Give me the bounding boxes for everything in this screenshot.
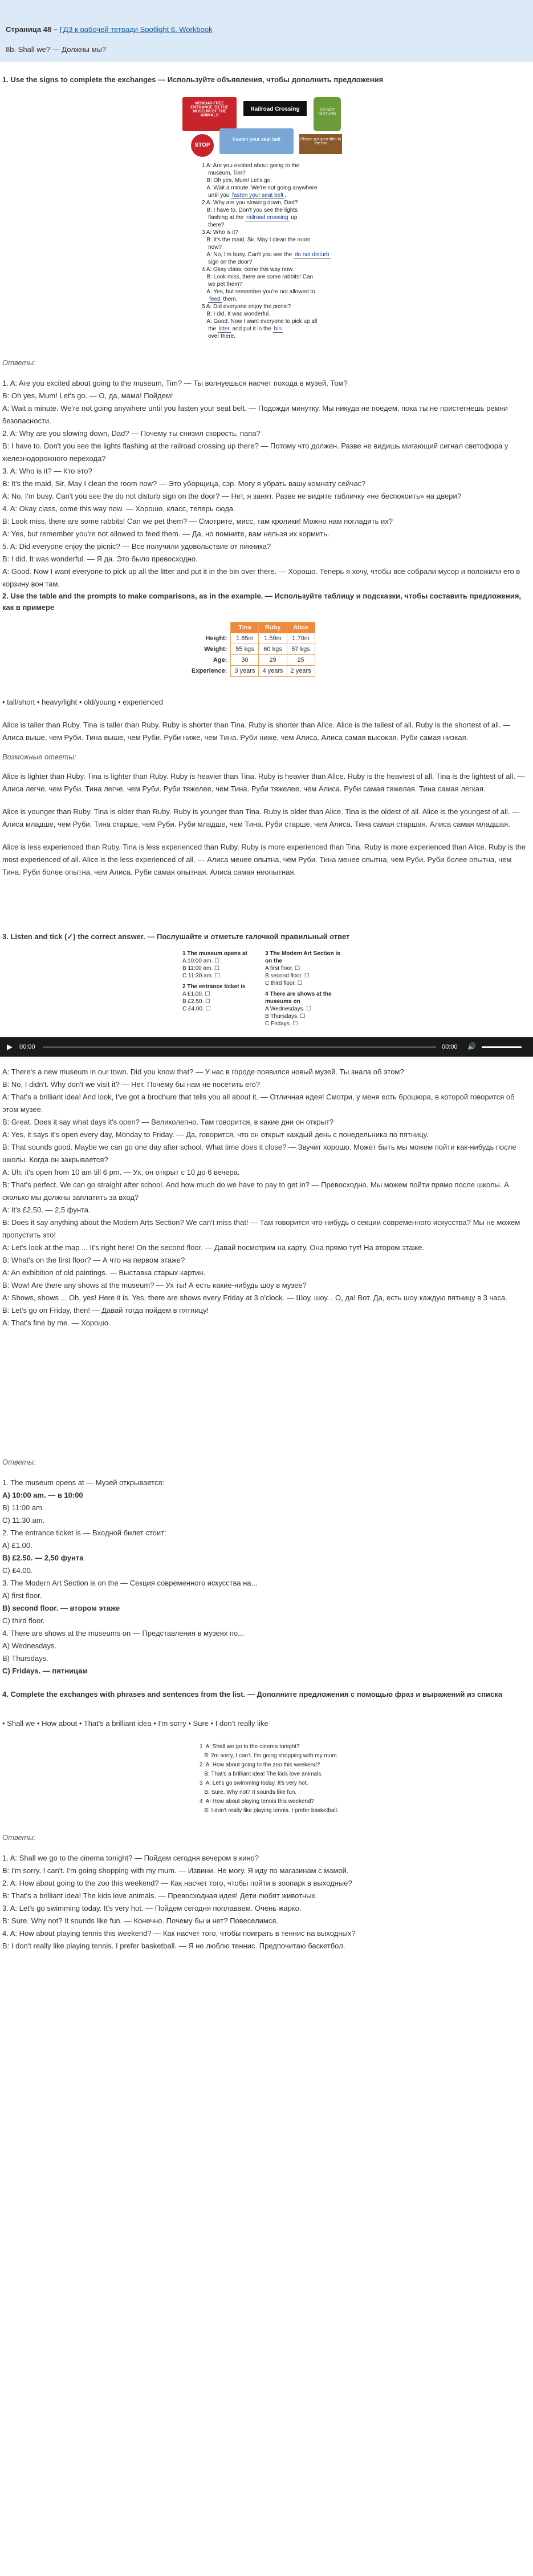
- answer-line: B: What's on the first floor? — А что на первом этаже?: [2, 1256, 185, 1264]
- ex4-answers-label: Ответы:: [2, 1833, 36, 1842]
- example: Alice is taller than Ruby. Tina is taller than Ruby. Ruby is shorter than Tina. Ruby is shorter than Alice. Alice is the tallest of all. Ruby is the shortest of all. — Алиса выше, чем Руби. Тина выше, чем Руби. Руби ниже, чем Тина. Руби ниже, чем Алиса. Алиса самая высокая. Руби самая низкая.: [2, 721, 511, 742]
- question-option[interactable]: C £4.00. ☐: [182, 1006, 211, 1012]
- answer-line: 5. A: Did everyone enjoy the picnic? — Все получили удовольствие от пикника?: [2, 542, 271, 551]
- answer-line: B: Look miss, there are some rabbits! Can we pet them? — Смотрите, мисс, там кролики! Можно нам погладить их?: [2, 517, 393, 525]
- answer-line: B: I did. It was wonderful. — Я да. Это было превосходно.: [2, 555, 198, 563]
- answer-line: A: Shows, shows ... Oh, yes! Here it is. Yes, there are shows every Friday at 3 o'clock. — Шоу, шоу... О, да! Вот. Да, есть шоу каждую пятницу в 3 часа.: [2, 1293, 507, 1302]
- table-cell: 30: [231, 655, 259, 666]
- stop-sign: STOP: [191, 134, 214, 157]
- exercise-4-title: 4. Complete the exchanges with phrases and sentences from the list. — Дополните предложения с помощью фраз и выражений из списка: [2, 1690, 503, 1699]
- answer-line: A: That's a brilliant idea! And look, I've got a brochure that tells you all about it. — Отличная идея! Смотри, у меня есть брошюра, в которой говорится об этом музее.: [2, 1093, 515, 1114]
- table-header: Alice: [287, 622, 315, 633]
- table-cell: 3 years: [231, 666, 259, 677]
- answer-line: A: Uh, it's open from 10 am till 6 pm. — Ух, он открыт с 10 до 6 вечера.: [2, 1168, 240, 1176]
- question-option[interactable]: B 11:00 am. ☐: [182, 965, 219, 972]
- answer-line: 3. A: Let's go swimming today. It's very hot. — Пойдем сегодня поплаваем. Очень жарко.: [2, 1904, 302, 1912]
- volume-icon[interactable]: 🔊: [467, 1042, 476, 1050]
- answer-line: A: Yes, but remember you're not allowed to feed them. — Да, но помните, вам нельзя их кормить.: [2, 529, 329, 538]
- exercise-line: B: I'm sorry, I can't. I'm going shopping with my mum.: [200, 1753, 339, 1759]
- exercise-2-title: 2. Use the table and the prompts to make comparisons, as in the example. — Используйте таблицу и подсказки, чтобы составить предложения, как в примере: [2, 592, 522, 612]
- table-cell: Weight:: [204, 646, 227, 653]
- answer-line: 1. The museum opens at — Музей открывается:: [2, 1478, 165, 1487]
- exercise-1-text: 1 A: Are you excited about going to the museum, Tim? B: Oh yes, Mum! Let's go. A: Wait a minute. We're not going anywhere until you fasten your seat belt . 2 A: Why are you slowing down, Dad? B: I have to. Don't you see the lights flashing at the railroad crossing up there? 3 A: Who is it? B: It's the maid, Sir. May I clean the room now? A: No, I'm busy. Can't you see the do not disturb sign on the door? 4 A: Okay class, come this way now. B: Look miss, there are some rabbits! Can we pet them? A: Yes, but remember you're not allowed to feed them. 5 A: Did everyone enjoy the picnic? B: I did. It was wonderful. A: Good. Now I want everyone to pick up all the litter and put it in the bin over there.: [200, 160, 351, 348]
- litter-sign: Please put your litter in the bin: [299, 134, 342, 154]
- exercise-4-prompts: [0, 1717, 533, 1730]
- answer-line: B) 11:00 am.: [2, 1503, 44, 1512]
- answer-line: B: Let's go on Friday, then! — Давай тогда пойдем в пятницу!: [2, 1306, 209, 1315]
- page-header: [0, 0, 533, 62]
- answer-line: A: No, I'm busy. Can't you see the do not disturb sign on the door? — Нет, я занят. Разве не видите табличку «не беспокоить» на двери?: [2, 492, 461, 500]
- exercise-4-text: [200, 1743, 342, 1823]
- exercise-2: [0, 591, 533, 613]
- exercise-4: [0, 1689, 533, 1700]
- time-total: 00:00: [442, 1044, 458, 1050]
- table-cell: 55 kgs: [231, 644, 259, 655]
- dnd-sign: DO NOT DISTURB: [314, 97, 341, 131]
- table-cell: 60 kgs: [259, 644, 287, 655]
- answer-line: A: An exhibition of old paintings. — Выставка старых картин.: [2, 1268, 206, 1277]
- answer-line: 4. A: Okay class, come this way now. — Хорошо, класс, теперь сюда.: [2, 504, 235, 513]
- exercise-3-questions: [182, 950, 342, 1027]
- answer-line: A) £1.00.: [2, 1541, 32, 1550]
- exercise-line: 1 A: Shall we go to the cinema tonight?: [200, 1744, 300, 1750]
- answer-line: A) first floor.: [2, 1591, 42, 1600]
- question-option[interactable]: A Wednesdays. ☐: [265, 1006, 312, 1012]
- answer-line: B: Oh yes, Mum! Let's go. — О, да, мама! Пойдем!: [2, 391, 173, 400]
- question-option[interactable]: C 11:30 am. ☐: [182, 973, 220, 979]
- audio-player: [0, 1037, 533, 1057]
- question-option[interactable]: A £1.00. ☐: [182, 991, 210, 997]
- table-header: [188, 622, 231, 633]
- answer-line: A: Yes, it says it's open every day, Monday to Friday. — Да, говорится, что он открыт каждый день с понедельника по пятницу.: [2, 1130, 429, 1139]
- question-option[interactable]: C third floor. ☐: [265, 980, 303, 986]
- exercise-1-title: 1. Use the signs to complete the exchanges — Используйте объявления, чтобы дополнить предложения: [2, 75, 384, 84]
- question-stem: 1 The museum opens at: [182, 951, 247, 957]
- time-current: 00:00: [19, 1044, 35, 1050]
- breadcrumb: [6, 25, 533, 34]
- answer-line: A: Good. Now I want everyone to pick up all the litter and put it in the bin over there. — Хорошо. Теперь я хочу, чтобы все собрали мусор и положили его в корзину вон там.: [2, 567, 520, 588]
- table-cell: Experience:: [192, 668, 227, 674]
- answer-line: 2. The entrance ticket is — Входной билет стоит:: [2, 1528, 166, 1537]
- answer-line: A: It's £2.50. — 2,5 фунта.: [2, 1206, 91, 1214]
- ex3-answers-label: Ответы:: [2, 1458, 36, 1466]
- answers-label: Ответы:: [2, 358, 36, 367]
- answer-line: 4. There are shows at the museums on — Представления в музеях по...: [2, 1629, 244, 1637]
- answer-line: B: It's the maid, Sir. May I clean the room now? — Это уборщица, сэр. Могу я убрать вашу комнату сейчас?: [2, 479, 366, 488]
- answer-line: B: That's a brilliant idea! The kids love animals. — Превосходная идея! Дети любят животных.: [2, 1891, 318, 1900]
- table-header: Tina: [231, 622, 259, 633]
- answer-line: B) Thursdays.: [2, 1654, 48, 1663]
- exercise-line: B: That's a brilliant idea! The kids love animals.: [200, 1771, 323, 1777]
- answer-line: B: I'm sorry, I can't. I'm going shopping with my mum. — Извини. Не могу. Я иду по магазинам с мамой.: [2, 1866, 349, 1875]
- table-cell: 1.65m: [231, 633, 259, 644]
- answer-line: B: That sounds good. Maybe we can go one day after school. What time does it close? — Звучит хорошо. Может быть мы можем пойти как-нибудь после школы. Когда он закрывается?: [2, 1143, 516, 1164]
- exercise-1-answers: [0, 357, 533, 591]
- answer-line: B: I have to. Don't you see the lights flashing at the railroad crossing up there? — Потому что должен. Разве не видишь мигающий сигнал светофора у железнодорожного перехода?: [2, 442, 508, 463]
- exercise-line: 3 A: Let's go swimming today. It's very hot.: [200, 1780, 308, 1786]
- question-stem: 4 There are shows at the museums on: [265, 991, 332, 1005]
- answer-paragraph: Alice is lighter than Ruby. Tina is lighter than Ruby. Ruby is heavier than Tina. Ruby is heavier than Alice. Ruby is the heaviest of all. Tina is the lightest of all. — Алиса легче, чем Руби. Тина легче, чем Руби. Руби тяжелее, чем Тина. Руби тяжелее, чем Алиса. Руби самая тяжелая. Тина самая легкая.: [2, 772, 525, 793]
- exercise-2-body: [0, 696, 533, 889]
- answer-line: B: That's perfect. We can go straight after school. And how much do we have to pay to get in? — Превосходно. Мы можем пойти прямо после школы. А сколько мы должны заплатить за вход?: [2, 1180, 509, 1202]
- question-option[interactable]: B second floor. ☐: [265, 973, 310, 979]
- comparison-table: [188, 622, 315, 677]
- answer-line: 2. A: Why are you slowing down, Dad? — Почему ты снизил скорость, папа?: [2, 429, 261, 438]
- exercise-line: 2 A: How about going to the zoo this weekend?: [200, 1762, 320, 1768]
- question-option[interactable]: C Fridays. ☐: [265, 1021, 298, 1027]
- exercise-1: [0, 74, 533, 86]
- lesson-subtitle: 8b. Shall we? — Должны мы?: [6, 45, 107, 54]
- exercise-line: B: Sure. Why not? It sounds like fun.: [200, 1789, 297, 1795]
- question-option[interactable]: A first floor. ☐: [265, 965, 300, 972]
- prompts: • tall/short • heavy/light • old/young • experienced: [2, 698, 163, 706]
- question-stem: 2 The entrance ticket is: [182, 984, 246, 990]
- answer-line: B: Wow! Are there any shows at the museum? — Ух ты! А есть какие-нибудь шоу в музее?: [2, 1281, 307, 1289]
- answer-line: A: Wait a minute. We're not going anywhere until you fasten your seat belt. — Подожди минутку. Мы никуда не поедем, пока ты не пристегнешь ремни безопасности.: [2, 404, 508, 425]
- signs-image: [182, 97, 353, 157]
- play-icon[interactable]: ▶: [7, 1042, 13, 1051]
- exercise-3-title: 3. Listen and tick (✓) the correct answer. — Послушайте и отметьте галочкой правильный ответ: [2, 932, 350, 941]
- answer-line: C) Fridays. — пятницам: [2, 1667, 88, 1675]
- table-cell: 1.59m: [259, 633, 287, 644]
- exercise-line: B: I don't really like playing tennis. I prefer basketball.: [200, 1807, 339, 1814]
- workbook-link[interactable]: ГДЗ к рабочей тетради Spotlight 6. Workbook: [59, 25, 213, 34]
- answer-line: 4. A: How about playing tennis this weekend? — Как насчет того, чтобы поиграть в теннис на выходных?: [2, 1929, 356, 1938]
- answer-line: 1. A: Shall we go to the cinema tonight? — Пойдем сегодня вечером в кино?: [2, 1854, 259, 1862]
- answer-line: C) £4.00.: [2, 1566, 33, 1575]
- ex4-prompts: • Shall we • How about • That's a brilliant idea • I'm sorry • Sure • I don't really like: [2, 1719, 268, 1728]
- question-option[interactable]: B Thursdays. ☐: [265, 1013, 306, 1020]
- possible-answers-label: Возможные ответы:: [2, 753, 76, 761]
- answer-line: C) third floor.: [2, 1616, 45, 1625]
- table-cell: Height:: [205, 635, 227, 642]
- page-number: Страница 48 –: [6, 25, 58, 34]
- answer-line: B: Sure. Why not? It sounds like fun. — Конечно. Почему бы и нет? Повеселимся.: [2, 1916, 279, 1925]
- question-stem: 3 The Modern Art Section is on the: [265, 951, 340, 964]
- table-header: Ruby: [259, 622, 287, 633]
- table-cell: 25: [287, 655, 315, 666]
- table-cell: 57 kgs: [287, 644, 315, 655]
- exercise-3-answers: [0, 1456, 533, 1677]
- answer-line: 1. A: Are you excited about going to the museum, Tim? — Ты волнуешься насчет похода в музей, Том?: [2, 379, 348, 387]
- answer-line: B) second floor. — втором этаже: [2, 1604, 120, 1612]
- answer-line: B) £2.50. — 2,50 фунта: [2, 1554, 84, 1562]
- exercise-line: 4 A: How about playing tennis this weekend?: [200, 1798, 315, 1805]
- answer-line: C) 11:30 am.: [2, 1516, 45, 1524]
- answer-line: 3. The Modern Art Section is on the — Секция современного искусства на...: [2, 1579, 258, 1587]
- table-cell: 2 years: [287, 666, 315, 677]
- answer-line: A) 10:00 am. — в 10:00: [2, 1491, 83, 1499]
- answer-paragraph: Alice is younger than Ruby. Tina is older than Ruby. Ruby is younger than Tina. Ruby is older than Alice. Tina is the oldest of all. Alice is the youngest of all. — Алиса младше, чем Руби. Тина старше, чем Руби. Руби младше, чем Тина. Руби старше, чем Алиса. Тина самая старшая. Алиса самая младшая.: [2, 807, 520, 828]
- question-option[interactable]: A 10:00 am. ☐: [182, 958, 220, 964]
- answer-line: A: There's a new museum in our town. Did you know that? — У нас в городе появился новый музей. Ты знала об этом?: [2, 1067, 404, 1076]
- table-cell: 4 years: [259, 666, 287, 677]
- table-cell: Age:: [213, 657, 227, 664]
- answer-line: A: That's fine by me. — Хорошо.: [2, 1319, 111, 1327]
- answer-line: 2. A: How about going to the zoo this weekend? — Как насчет того, чтобы пойти в зоопарк в выходные?: [2, 1879, 352, 1887]
- exercise-4-answers: [0, 1831, 533, 1952]
- seatbelt-sign: Fasten your seat belt: [219, 128, 294, 154]
- exercise-3-transcript: [0, 1066, 533, 1329]
- table-cell: 29: [259, 655, 287, 666]
- exercise-3: [0, 931, 533, 943]
- railroad-sign: Railroad Crossing: [242, 100, 308, 117]
- answer-line: B: Great. Does it say what days it's open? — Великолепно. Там говорится, в какие дни он открыт?: [2, 1118, 334, 1126]
- volume-slider[interactable]: [482, 1046, 522, 1048]
- museum-sign: MONDAY-FREE ENTRANCE TO THE MUSEUM OF THE ANIMALS: [182, 97, 237, 131]
- answer-line: A) Wednesdays.: [2, 1641, 57, 1650]
- table-cell: 1.70m: [287, 633, 315, 644]
- answer-line: B: Does it say anything about the Modern Arts Section? We can't miss that! — Там говорится что-нибудь о секции современного искусства? Мы не можем пропустить это!: [2, 1218, 520, 1239]
- answer-line: A: Let's look at the map ... It's right here! On the second floor. — Давай посмотрим на карту. Она прямо тут! На втором этаже.: [2, 1243, 424, 1252]
- answer-line: B: I don't really like playing tennis. I prefer basketball. — Я не люблю теннис. Предпочитаю баскетбол.: [2, 1942, 345, 1950]
- progress-bar[interactable]: [43, 1046, 436, 1048]
- question-option[interactable]: B £2.50. ☐: [182, 998, 210, 1005]
- answer-line: B: No, I didn't. Why don't we visit it? — Нет. Почему бы нам не посетить его?: [2, 1080, 261, 1089]
- answer-paragraph: Alice is less experienced than Ruby. Tina is less experienced than Ruby. Ruby is more experienced than Tina. Ruby is more experienced than Alice. Ruby is the most experienced of all. Alice is the less experienced of all. — Алиса менее опытна, чем Руби. Тина менее опытна, чем Руби. Руби более опытна, чем Тина. Руби более опытна, чем Алиса. Руби самая опытная. Алиса самая неопытная.: [2, 843, 526, 876]
- answer-line: 3. A: Who is it? — Кто это?: [2, 467, 92, 475]
